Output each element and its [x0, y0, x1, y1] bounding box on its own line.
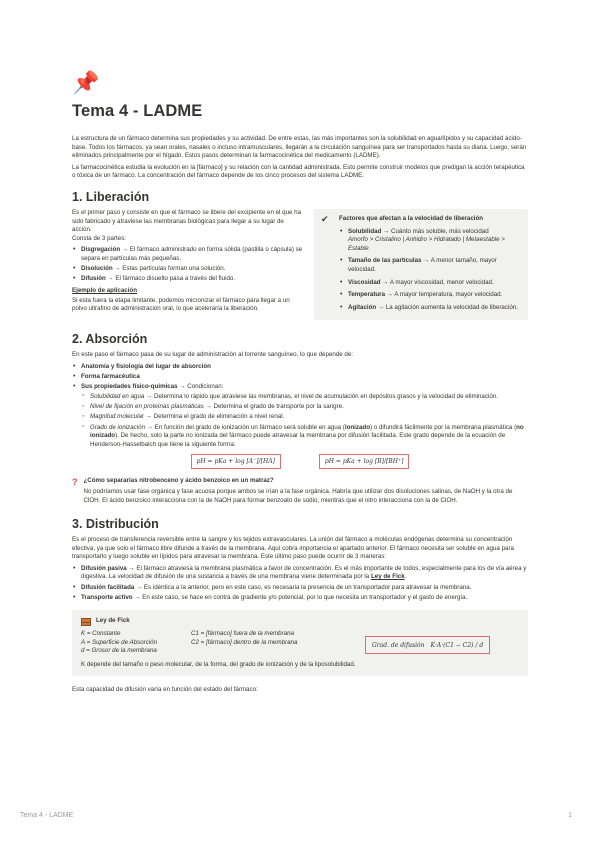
list-item — [72, 565, 528, 582]
emphasis: no ionizado — [90, 423, 524, 440]
list-item — [339, 257, 520, 274]
term: Difusión pasiva — [81, 564, 127, 572]
brick-icon — [81, 618, 91, 626]
description: → Estas partículas forman una solución. — [112, 265, 226, 273]
description: → A menor tamaño, mayor velocidad. — [348, 257, 497, 273]
list-item — [72, 594, 528, 603]
term: Difusión — [81, 275, 106, 283]
description: → Determina lo rápido que atraviese las membranas, el nivel de acumulación en depósitos grasos y la velocidad de eliminación. — [144, 392, 498, 400]
term: Solubilidad — [348, 227, 382, 235]
description: ) o difundirá fácilmente por la membrana plasmática ( — [369, 423, 517, 431]
term: Solubilidad en agua — [90, 392, 145, 400]
fick-variables — [81, 630, 519, 656]
fick-variables-col2 — [191, 630, 351, 656]
description: → La agitación aumenta la velocidad de liberación. — [376, 303, 518, 311]
term: Temperatura — [348, 291, 386, 299]
footer-title: Tema 4 - LADME — [20, 812, 74, 819]
henderson-hasselbalch-formulas — [72, 454, 528, 469]
term: Transporte activo — [81, 593, 133, 601]
description: → En función del grado de ionización un fármaco será soluble en agua ( — [145, 423, 345, 431]
list-item — [339, 304, 520, 313]
term: Disgregación — [81, 246, 121, 254]
list-item — [339, 279, 520, 288]
intro-paragraph-2: La farmacocinética estudia la evolución en la [fármaco] y su relación con la cantidad administrada. Esto permite construir modelos que predigan la acción terapéutica o tóxica de un fármaco. La concentración del fármaco depende de los cinco procesos del sistema LADME. — [72, 163, 525, 180]
description: → En este caso, se hace en contra de gradiente y/o potencial, por lo que necesita un transportador y el gasto de energía. — [132, 593, 468, 601]
variable-definition: C1 = [fármaco] fuera de la membrana — [191, 630, 295, 638]
absorcion-list — [72, 363, 528, 450]
term: Grado de ionización — [90, 423, 146, 431]
list-item — [72, 383, 528, 449]
factors-list — [339, 228, 520, 313]
distribucion-paragraph: Es el proceso de transferencia reversible entre la sangre y los tejidos extravasculares. La unión del fármaco a moléculas endógenas determina su concentración efectiva, ya que solo el fármaco libre difunde a través de la membrana. Aquí cobra importancia el apartado anterior. El fármaco necesita ser soluble en agua para transportarlo y luego soluble en lípidos para atravesar la membrana. Este último paso puede ocurrir de 3 maneras: — [72, 536, 514, 561]
callout-title: Factores que afectan a la velocidad de liberación — [339, 214, 484, 222]
formula-base: pH = pKa + log [B]/[BH⁺] — [319, 454, 410, 469]
page-title: Tema 4 - LADME — [72, 102, 203, 120]
fick-formula — [365, 636, 490, 654]
description: → Determina el grado de eliminación a nivel renal. — [144, 413, 285, 421]
sub-note: Amorfo > Cristalino | Anhidro > Hidratado | Metaestable > Estable — [348, 236, 505, 252]
description: → Determina el grado de transporte por la sangre. — [203, 403, 344, 411]
ley-de-fick-link[interactable]: Ley de Fick — [370, 573, 405, 581]
description: → Cuánto más soluble, más velocidad — [381, 227, 489, 235]
list-item — [339, 291, 520, 300]
list-item — [81, 403, 528, 412]
description: ). De hecho, solo la parte no ionizada del fármaco puede atravesar la membrana por difusión facilitada. Este grado depende de la ecuación de Henderson-Hasselbalch que tiene la siguiente forma: — [90, 432, 506, 448]
term: Disolución — [81, 265, 113, 273]
intro-paragraph-1: La estructura de un fármaco determina sus propiedades y su actividad. De entre estas, las más importantes son la solubilidad en agua/lípidos y su capacidad ácido-base. Todos los fármacos, ya sean orales, nasales o incluso intramusculares, llegarán a la circulación sanguínea para ser transportados hasta su diana. Luego, serán eliminados principalmente por el hígado. Estos pasos determinan la farmacocinética del medicamento (LADME). — [72, 135, 527, 160]
checkmark-icon: ✔ — [321, 213, 329, 224]
list-item — [81, 393, 528, 402]
document-page — [72, 70, 528, 698]
liberacion-columns — [72, 209, 528, 320]
distribucion-list — [72, 565, 528, 603]
fick-variables-col1 — [81, 630, 191, 656]
description: → El fármaco administrado en forma sólida (pastilla o cápsula) se separa en partículas más pequeñas. — [81, 246, 303, 262]
section-heading-liberacion: 1. Liberación — [72, 189, 150, 204]
description: → A mayor viscosidad, menor velocidad. — [380, 278, 494, 286]
section-heading-distribucion: 3. Distribución — [72, 517, 159, 532]
liberacion-paragraph: Es el primer paso y consiste en que el fármaco se libere del excipiente en el que ha sido fabricado y atraviese las membranas biológicas para llegar a su lugar de acción. — [72, 208, 302, 234]
term: Anatomía y fisiología del lugar de absorción — [81, 362, 211, 370]
liberacion-list — [72, 246, 304, 284]
list-item — [81, 424, 528, 450]
fick-note: K depende del tamaño o peso molecular, de la forma, del grado de ionización y de la liposolubilidad. — [81, 660, 356, 668]
formula-expression: K·A·(C1 − C2) / d — [430, 641, 484, 649]
list-item — [72, 363, 528, 372]
list-item — [72, 373, 528, 382]
callout-body — [339, 215, 520, 314]
page-number: 1 — [568, 812, 572, 819]
list-item — [72, 584, 528, 593]
term: Nivel de fijación en proteínas plasmáticas — [90, 403, 204, 411]
question-title: ¿Cómo separarías nitrobenceno y ácido benzoico en un matraz? — [83, 477, 274, 485]
term: Agitación — [348, 303, 377, 311]
list-item — [81, 413, 528, 422]
pushpin-icon: 📌 — [72, 70, 100, 95]
punctuation: . — [404, 573, 407, 581]
description: → El fármaco disuelto pasa a través del fluido. — [105, 275, 236, 283]
variable-definition: d = Grosor de la membrana — [81, 647, 157, 655]
term: Tamaño de las partículas — [348, 257, 422, 265]
description: → Condicionan: — [177, 382, 224, 390]
term: Difusión facilitada — [81, 583, 135, 591]
formula-label: Grad. de difusión — [372, 641, 425, 649]
question-block — [72, 477, 528, 508]
absorcion-paragraph: En este paso el fármaco pasa de su lugar de administración al torrente sanguíneo, lo que depende de: — [72, 350, 354, 358]
release-factors-callout — [314, 209, 528, 320]
variable-definition: A = Superficie de Absorción — [81, 638, 158, 646]
emphasis: ionizado — [344, 423, 370, 431]
formula-acid: pH = pKa + log [A⁻]/[HA] — [191, 454, 281, 469]
list-item — [72, 265, 304, 274]
liberacion-parts-label: Consta de 3 partes: — [72, 234, 127, 242]
description: → El fármaco atraviesa la membrana plasmática a favor de concentración. Es el más importante de todos, especialmente para los de vía aérea y digestiva. La velocidad de difusión de una sustancia a través de una membrana viene determinada por la — [81, 564, 527, 581]
variable-definition: C2 = [fármaco] dentro de la membrana — [191, 638, 298, 646]
list-item — [72, 246, 304, 263]
section-heading-absorcion: 2. Absorción — [72, 331, 148, 346]
question-answer: No podríamos usar fase orgánica y fase acuosa porque ambos se irían a la fase orgánica. Habría que utilizar dos disoluciones salinas, de NaOH y la otra de ClOH. El ácido benzoico interacciona con la de NaOH para formar benzoato de sodio, mientras que el nitro interacciona con la de ClOH. — [83, 487, 513, 504]
term: Forma farmacéutica — [81, 372, 140, 380]
description: → Es idéntica a la anterior, pero en este caso, es necesaria la presencia de un transportador para atravesar la membrana. — [134, 583, 472, 591]
term: Viscosidad — [348, 278, 381, 286]
fick-title: Ley de Fick — [96, 617, 130, 625]
list-item — [72, 275, 304, 284]
question-mark-icon: ? — [72, 477, 78, 488]
closing-paragraph: Esta capacidad de difusión varía en función del estado del fármaco: — [72, 686, 258, 694]
list-item — [339, 228, 520, 254]
properties-sublist — [81, 393, 528, 449]
variable-definition: K = Constante — [81, 630, 121, 638]
fick-header — [81, 617, 519, 626]
page-footer — [20, 812, 572, 819]
term: Magnitud molecular — [90, 413, 144, 421]
description: → A mayor temperatura, mayor velocidad. — [385, 291, 503, 299]
term: Sus propiedades físico-químicas — [81, 382, 178, 390]
example-label: Ejemplo de aplicación — [72, 286, 137, 294]
question-body — [84, 477, 528, 508]
fick-law-callout — [72, 610, 528, 676]
example-text: Si esta fuera la etapa limitante, podemos micronizar el fármaco para llegar a un polvo ultrafino de administración oral, lo que aceleraría la liberación. — [72, 296, 290, 313]
liberacion-left-column — [72, 209, 304, 320]
